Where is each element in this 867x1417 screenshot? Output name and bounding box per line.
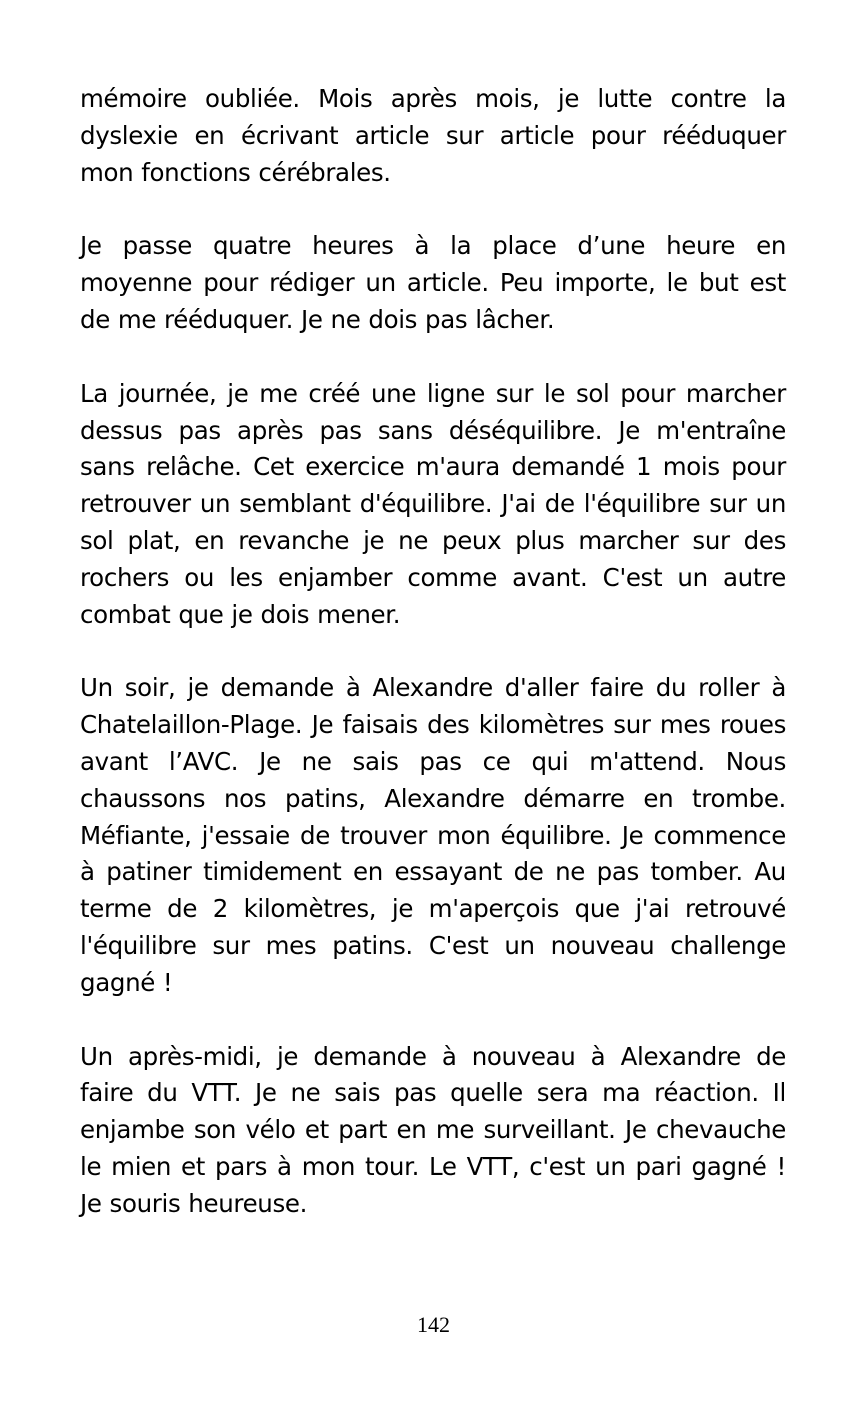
paragraph-4: Un soir, je demande à Alexandre d'aller faire du roller à Chatelaillon-Plage. Je faisais des kilomètres sur mes roues avant l’AVC. Je ne sais pas ce qui m'attend. Nous chaussons nos patins, Alexandre démarre en trombe. Méfiante, j'essaie de trouver mon équilibre. Je commence à patiner timidement en essayant de ne pas tomber. Au terme de 2 kilomètres, je m'aperçois que j'ai retrouvé l'équilibre sur mes patins. C'est un nouveau challenge gagné ! — [80, 673, 786, 997]
paragraph-1: mémoire oubliée. Mois après mois, je lutte contre la dyslexie en écrivant article sur article pour rééduquer mon fonctions cérébrales. — [80, 84, 786, 187]
page-number: 142 — [417, 1312, 450, 1337]
paragraph-3: La journée, je me créé une ligne sur le sol pour marcher dessus pas après pas sans déséquilibre. Je m'entraîne sans relâche. Cet exercice m'aura demandé 1 mois pour retrouver un semblant d'équilibre. J'ai de l'équilibre sur un sol plat, en revanche je ne peux plus marcher sur des rochers ou les enjamber comme avant. C'est un autre combat que je dois mener. — [80, 378, 786, 629]
paragraph-5: Un après-midi, je demande à nouveau à Alexandre de faire du VTT. Je ne sais pas quelle sera ma réaction. Il enjambe son vélo et part en me surveillant. Je chevauche le mien et pars à mon tour. Le VTT, c'est un pari gagné ! Je souris heureuse. — [80, 1041, 786, 1218]
paragraph-2: Je passe quatre heures à la place d’une heure en moyenne pour rédiger un article. Peu importe, le but est de me rééduquer. Je ne dois pas lâcher. — [80, 231, 786, 334]
page-body — [80, 81, 786, 1260]
